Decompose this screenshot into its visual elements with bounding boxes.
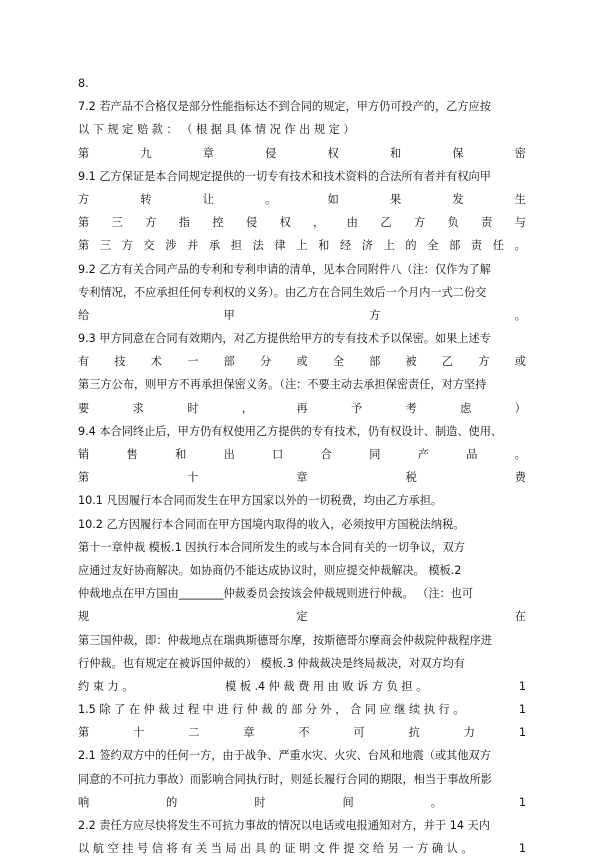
text-segment: 上 xyxy=(296,239,308,253)
text-line: 2.1 签约双方中的任何一方，由于战争、严重水灾、火灾、台风和地震（或其他双方 xyxy=(78,749,491,763)
text-segment: 方 xyxy=(145,216,157,230)
text-segment: 出 xyxy=(223,448,235,461)
text-segment: 侵 xyxy=(245,216,258,230)
text-segment: 章 xyxy=(296,471,308,485)
text-segment: 税 xyxy=(405,471,417,485)
text-line xyxy=(78,397,526,420)
text-segment: 。 xyxy=(265,192,277,206)
text-segment: 生 xyxy=(514,192,526,206)
text-segment: 承 xyxy=(208,239,221,253)
text-segment: 方 xyxy=(369,308,381,322)
text-segment: 1 xyxy=(518,726,526,740)
text-segment: 合 xyxy=(320,448,332,461)
text-segment: 抗 xyxy=(408,726,420,740)
text-segment: 与 xyxy=(514,216,526,230)
text-line xyxy=(78,675,526,698)
text-line: 第三国仲裁，即：仲裁地点在瑞典斯德哥尔摩，按斯德哥尔摩商会仲裁院仲裁程序进 xyxy=(78,633,492,647)
text-segment: 部 xyxy=(449,239,461,253)
text-line: 10.2 乙方因履行本合同而在甲方国境内取得的收入，必须按甲方国税法纳税。 xyxy=(78,517,465,531)
text-line: 9.3 甲方同意在合同有效期内，对乙方提供给甲方的专有技术予以保密。如果上述专 xyxy=(78,332,491,346)
text-segment: 章 xyxy=(202,146,214,160)
text-line: 同意的不可抗力事故）而影响合同执行时，则延长履行合同的期限，相当于事故所影 xyxy=(78,772,492,786)
text-line xyxy=(78,234,526,257)
text-segment: 交 xyxy=(143,239,155,253)
text-segment: 如 xyxy=(327,192,339,206)
text-line: 9.2 乙方有关合同产品的专利和专利申请的清单，见本合同附件八（注：仅作为了解 xyxy=(78,262,491,276)
text-segment: ） xyxy=(514,401,526,415)
text-segment: 再 xyxy=(296,401,308,415)
text-segment: 1 xyxy=(518,679,526,693)
text-line: 7.2 若产品不合格仅是部分性能指标达不到合同的规定，甲方仍可投产的，乙方应按 xyxy=(78,100,491,114)
text-line xyxy=(78,350,526,373)
text-segment: 第 xyxy=(78,239,90,253)
text-segment: 部 xyxy=(223,355,235,369)
text-segment: 部 xyxy=(369,355,381,369)
text-segment: 乙 xyxy=(441,355,454,369)
text-line xyxy=(78,142,526,165)
text-segment: 十 xyxy=(187,471,199,485)
text-segment: 乙 xyxy=(380,216,392,230)
text-segment: 要 xyxy=(78,401,90,415)
text-segment: ， xyxy=(241,401,253,415)
text-segment: 或 xyxy=(296,355,308,369)
text-segment: 并 xyxy=(187,239,199,253)
text-line xyxy=(78,698,526,721)
text-line xyxy=(78,837,526,860)
text-segment: 规 xyxy=(78,610,90,624)
text-segment: 负 xyxy=(447,216,459,230)
text-segment: 第 xyxy=(78,216,90,230)
text-line xyxy=(78,443,526,466)
text-segment: 模 板 .4 仲 裁 费 用 由 败 诉 方 负 担 。 xyxy=(224,679,428,693)
text-segment: 力 xyxy=(463,726,475,740)
text-line xyxy=(78,211,526,234)
text-segment: 第 xyxy=(78,146,90,160)
text-line: 2.2 责任方应尽快将发生不可抗力事故的情况以电话或电报通知对方，并于 14 天内 xyxy=(78,819,490,832)
text-segment: 销 xyxy=(78,448,90,461)
text-line: 9.1 乙方保证是本合同规定提供的一切专有技术和技术资料的合法所有者并有权向甲 xyxy=(78,169,491,183)
text-segment: 的 xyxy=(166,795,178,809)
text-segment: 或 xyxy=(514,355,526,369)
text-segment: 售 xyxy=(126,448,138,461)
text-segment: 方 xyxy=(121,239,133,253)
text-segment: 虑 xyxy=(460,401,472,415)
document-body xyxy=(78,72,526,860)
text-segment: 三 xyxy=(111,216,123,230)
text-segment: 。 xyxy=(430,795,442,809)
text-segment: 济 xyxy=(361,239,373,253)
text-segment: 分 xyxy=(259,355,272,369)
text-line: 9.4 本合同终止后，甲方仍有权使用乙方提供的专有技术，仍有权设计、制造、使用、 xyxy=(78,424,503,438)
text-segment: 求 xyxy=(132,401,144,415)
text-segment: 时 xyxy=(187,401,199,415)
text-segment: 予 xyxy=(350,401,363,415)
text-segment: 和 xyxy=(318,239,330,253)
text-segment: 发 xyxy=(452,192,464,206)
text-segment: 间 xyxy=(342,795,354,809)
text-line: 行仲裁。也有规定在被诉国仲裁的） 模板.3 仲裁裁决是终局裁决，对双方均有 xyxy=(78,656,465,670)
text-segment: 责 xyxy=(470,239,483,253)
text-segment: 担 xyxy=(230,239,242,253)
text-line xyxy=(78,605,526,628)
text-segment: 保 xyxy=(452,146,464,160)
text-line: 以 下 规 定 赔 款 ： （ 根 据 具 体 情 况 作 出 规 定 ） xyxy=(78,123,355,137)
text-segment: 给 xyxy=(78,308,90,322)
text-segment: 产 xyxy=(417,448,429,461)
text-segment: 考 xyxy=(405,401,417,415)
text-segment: 三 xyxy=(99,239,112,253)
text-segment: 经 xyxy=(339,239,352,253)
text-segment: 被 xyxy=(405,355,417,369)
text-segment: 有 xyxy=(78,355,90,369)
text-segment: 不 xyxy=(298,726,310,740)
text-segment: 权 xyxy=(279,216,291,230)
text-segment: 。 xyxy=(514,308,526,322)
text-line: 应通过友好协商解决。如协商仍不能达成协议时，则应提交仲裁解决。 模板.2 xyxy=(78,563,462,577)
text-segment: 第 xyxy=(78,471,90,485)
text-line xyxy=(78,791,526,814)
text-segment: 技 xyxy=(114,355,126,369)
text-line: 专利情况，不应承担任何专利权的义务）。由乙方在合同生效后一个月内一式二份交 xyxy=(78,285,487,299)
text-segment: 果 xyxy=(389,192,402,206)
text-segment: 和 xyxy=(389,146,402,160)
text-segment: 方 xyxy=(78,192,90,206)
text-segment: 1 xyxy=(518,842,526,856)
text-segment: 在 xyxy=(514,610,526,624)
text-segment: 同 xyxy=(369,448,381,461)
text-segment: 方 xyxy=(413,216,426,230)
text-segment: 1.5 除 了 在 仲 裁 过 程 中 进 行 仲 裁 的 部 分 外 ， 合 同 应 继 续 执 行 。 xyxy=(78,703,465,717)
text-segment: 一 xyxy=(187,355,199,369)
text-line: 第十一章仲裁 模板.1 因执行本合同所发生的或与本合同有关的一切争议，双方 xyxy=(78,540,465,554)
text-segment: 转 xyxy=(140,192,152,206)
text-line: 第三方公布，则甲方不再承担保密义务。（注：不要主动去承担保密责任，对方坚持 xyxy=(78,378,487,392)
text-line xyxy=(78,304,526,327)
text-segment: 费 xyxy=(514,471,526,485)
text-segment: 责 xyxy=(481,216,493,230)
text-segment: 的 xyxy=(405,239,417,253)
text-line xyxy=(78,721,526,744)
text-segment: 二 xyxy=(188,726,200,740)
text-segment: 控 xyxy=(212,216,224,230)
text-line: 8. xyxy=(78,77,89,90)
text-segment: 以 航 空 挂 号 信 将 有 关 当 局 出 具 的 证 明 文 件 提 交 给 另 一 方 确 认 。 xyxy=(78,842,473,856)
text-segment: 方 xyxy=(478,355,490,369)
text-segment: 全 xyxy=(427,239,439,253)
text-segment: 让 xyxy=(202,192,214,206)
text-segment: 。 xyxy=(514,448,526,461)
text-segment: 指 xyxy=(178,216,190,230)
text-segment: 术 xyxy=(150,355,162,369)
text-segment: ， xyxy=(313,216,325,230)
text-segment: 任 xyxy=(492,239,504,253)
text-segment: 。 xyxy=(514,239,526,253)
text-segment: 响 xyxy=(78,795,90,809)
text-segment: 上 xyxy=(383,239,395,253)
text-segment: 涉 xyxy=(165,239,177,253)
text-segment: 章 xyxy=(243,726,255,740)
text-segment: 约 束 力 。 xyxy=(78,679,134,693)
text-segment: 1 xyxy=(518,795,526,809)
text-segment: 甲 xyxy=(223,308,235,322)
text-segment: 密 xyxy=(514,146,526,160)
text-line xyxy=(78,188,526,211)
text-segment: 口 xyxy=(272,448,284,461)
text-segment: 第 xyxy=(78,726,90,740)
text-segment: 由 xyxy=(346,216,358,230)
text-segment: 全 xyxy=(332,355,344,369)
text-segment: 法 xyxy=(252,239,264,253)
text-segment: 权 xyxy=(327,146,339,160)
text-segment: 1 xyxy=(518,703,526,717)
text-line xyxy=(78,466,526,489)
text-segment: 品 xyxy=(466,448,478,461)
text-segment: 侵 xyxy=(265,146,277,160)
text-segment: 时 xyxy=(254,795,266,809)
text-segment: 和 xyxy=(175,448,187,461)
text-line: 10.1 凡因履行本合同而发生在甲方国家以外的一切税费，均由乙方承担。 xyxy=(78,494,443,508)
text-segment: 九 xyxy=(140,146,152,160)
text-segment: 定 xyxy=(296,610,308,624)
text-segment: 十 xyxy=(133,726,145,740)
text-segment: 可 xyxy=(353,726,365,740)
text-line: 仲裁地点在甲方国由________仲裁委员会按该会仲裁规则进行仲裁。 （注：也可 xyxy=(78,587,474,601)
text-segment: 律 xyxy=(274,239,286,253)
